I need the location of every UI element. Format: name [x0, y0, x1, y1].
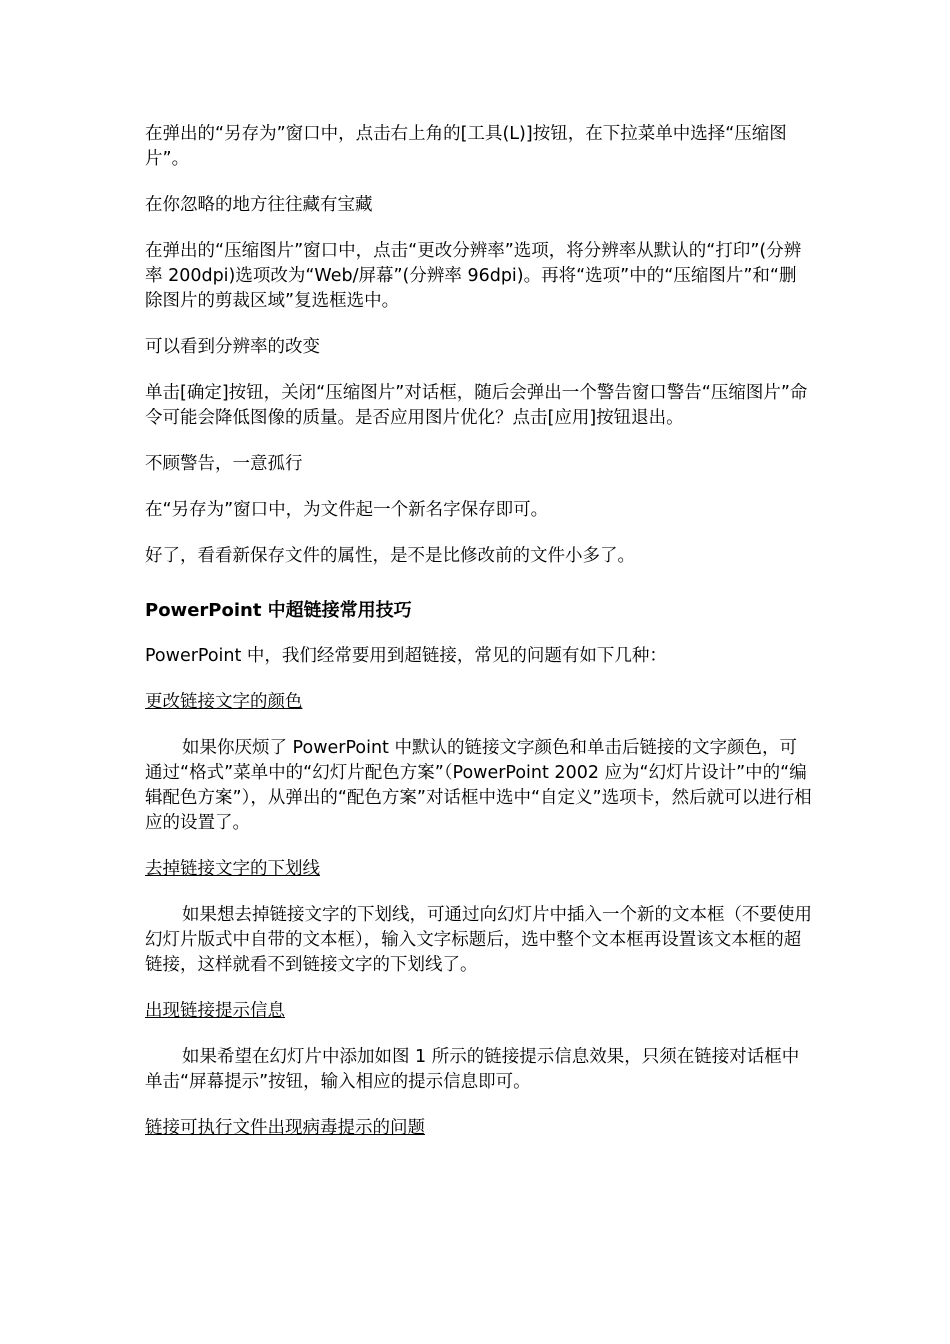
- paragraph-smaller-file: 好了，看看新保存文件的属性，是不是比修改前的文件小多了。: [145, 546, 635, 566]
- topic-body-screen-tip: 如果希望在幻灯片中添加如图 1 所示的链接提示信息效果，只须在链接对话框中单击“屏幕提示”按钮，输入相应的提示信息即可。: [145, 1047, 800, 1092]
- paragraph-save-new-name: 在“另存为”窗口中，为文件起一个新名字保存即可。: [145, 500, 549, 520]
- paragraph-save-as-compress: 在弹出的“另存为”窗口中，点击右上角的[工具(L)]按钮，在下拉菜单中选择“压缩图片”。: [145, 124, 787, 169]
- topic-title-screen-tip: 出现链接提示信息: [145, 1001, 285, 1021]
- topic-title-remove-underline: 去掉链接文字的下划线: [145, 859, 320, 879]
- paragraph-change-resolution: 在弹出的“压缩图片”窗口中，点击“更改分辨率”选项，将分辨率从默认的“打印”(分辨率 200dpi)选项改为“Web/屏幕”(分辨率 96dpi)。再将“选项”中的“压缩图片”和“删除图片的剪裁区域”复选框选中。: [145, 241, 802, 311]
- document-content: [145, 122, 813, 1162]
- topic-title-virus-warning: 链接可执行文件出现病毒提示的问题: [145, 1118, 425, 1138]
- paragraph-ignore-warning: 不顾警告，一意孤行: [145, 454, 303, 474]
- topic-title-link-color: 更改链接文字的颜色: [145, 692, 303, 712]
- section-intro: PowerPoint 中，我们经常要用到超链接，常见的问题有如下几种：: [145, 646, 667, 666]
- section-heading: PowerPoint 中超链接常用技巧: [145, 600, 412, 621]
- topic-body-remove-underline: 如果想去掉链接文字的下划线，可通过向幻灯片中插入一个新的文本框（不要使用幻灯片版式中自带的文本框），输入文字标题后，选中整个文本框再设置该文本框的超链接，这样就看不到链接文字的下划线了。: [145, 905, 812, 975]
- paragraph-confirm-warning: 单击[确定]按钮，关闭“压缩图片”对话框，随后会弹出一个警告窗口警告“压缩图片”命令可能会降低图像的质量。是否应用图片优化？点击[应用]按钮退出。: [145, 383, 808, 428]
- topic-body-link-color: 如果你厌烦了 PowerPoint 中默认的链接文字颜色和单击后链接的文字颜色，可通过“格式”菜单中的“幻灯片配色方案”（PowerPoint 2002 应为“幻灯片设计”中的“编辑配色方案”），从弹出的“配色方案”对话框中选中“自定义”选项卡，然后就可以进行相应的设置了。: [145, 738, 812, 833]
- paragraph-hidden-treasure: 在你忽略的地方往往藏有宝藏: [145, 195, 373, 215]
- paragraph-resolution-changed: 可以看到分辨率的改变: [145, 337, 320, 357]
